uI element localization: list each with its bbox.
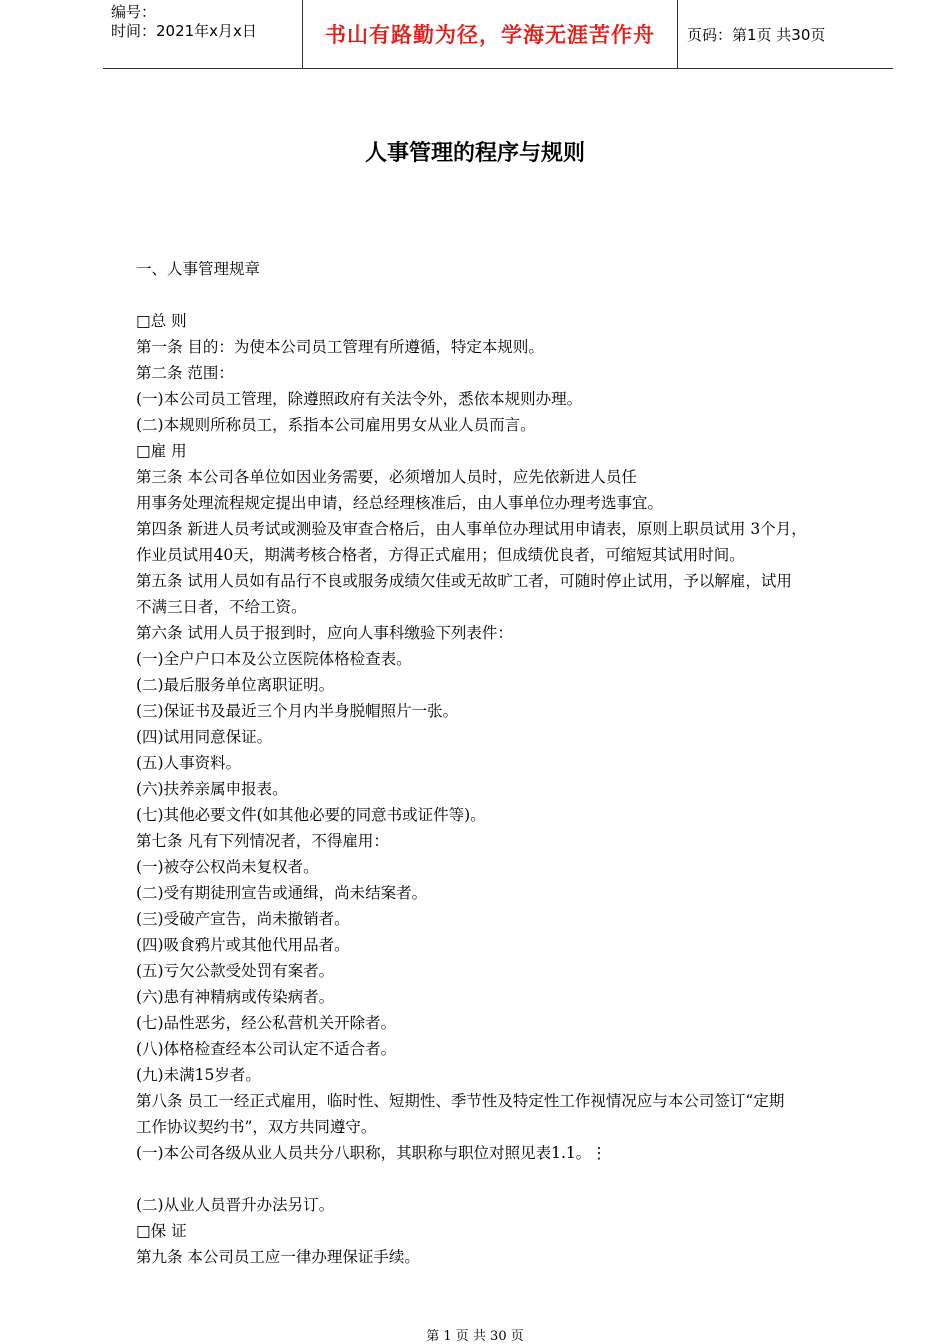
body-line bbox=[136, 1166, 876, 1192]
body-line bbox=[136, 282, 876, 308]
header-motto: 书山有路勤为径，学海无涯苦作舟 bbox=[303, 0, 678, 68]
subsection-heading: □保 证 bbox=[136, 1222, 187, 1240]
page-footer: 第 1 页 共 30 页 bbox=[426, 1329, 524, 1344]
body-line: 第五条 试用人员如有品行不良或服务成绩欠佳或无故旷工者，可随时停止试用，予以解雇，试用 bbox=[136, 572, 792, 590]
body-line: (一)本公司员工管理，除遵照政府有关法令外，悉依本规则办理。 bbox=[136, 390, 583, 408]
header-page-info: 页码：第1页 共30页 bbox=[687, 25, 826, 44]
body-line: (三)保证书及最近三个月内半身脱帽照片一张。 bbox=[136, 702, 459, 720]
body-line: (一)全户户口本及公立医院体格检查表。 bbox=[136, 650, 412, 668]
body-line: (一)被夺公权尚未复权者。 bbox=[136, 858, 319, 876]
body-line: (四)吸食鸦片或其他代用品者。 bbox=[136, 936, 350, 954]
body-line: (五)亏欠公款受处罚有案者。 bbox=[136, 962, 335, 980]
section-heading: 一、人事管理规章 bbox=[136, 260, 261, 278]
body-line: 第八条 员工一经正式雇用，临时性、短期性、季节性及特定性工作视情况应与本公司签订“定期 bbox=[136, 1092, 785, 1110]
body-line: 用事务处理流程规定提出申请，经总经理核准后，由人事单位办理考选事宜。 bbox=[136, 494, 664, 512]
document-title: 人事管理的程序与规则 bbox=[364, 141, 585, 166]
body-line: 第九条 本公司员工应一律办理保证手续。 bbox=[136, 1248, 420, 1266]
body-line: 第七条 凡有下列情况者，不得雇用： bbox=[136, 832, 389, 850]
number-label: 编号： bbox=[111, 3, 157, 21]
body-line: (四)试用同意保证。 bbox=[136, 728, 273, 746]
body-line: (七)其他必要文件(如其他必要的同意书或证件等)。 bbox=[136, 806, 486, 824]
body-line: (二)受有期徒刑宣告或通缉，尚未结案者。 bbox=[136, 884, 428, 902]
body-line: 第三条 本公司各单位如因业务需要，必须增加人员时，应先依新进人员任 bbox=[136, 468, 637, 486]
header-meta bbox=[103, 0, 303, 68]
body-line: 第六条 试用人员于报到时，应向人事科缴验下列表件： bbox=[136, 624, 513, 642]
body-line: (二)最后服务单位离职证明。 bbox=[136, 676, 335, 694]
body-line bbox=[136, 230, 876, 256]
body-line: (五)人事资料。 bbox=[136, 754, 242, 772]
subsection-heading: □雇 用 bbox=[136, 442, 187, 460]
body-line: 第二条 范围： bbox=[136, 364, 234, 382]
body-line: 作业员试用40天，期满考核合格者，方得正式雇用；但成绩优良者，可缩短其试用时间。 bbox=[136, 546, 745, 564]
time-label: 时间：2021年x月x日 bbox=[111, 22, 257, 40]
body-line: (七)品性恶劣，经公私营机关开除者。 bbox=[136, 1014, 397, 1032]
body-line: (九)未满15岁者。 bbox=[136, 1066, 261, 1084]
body-line: (三)受破产宣告，尚未撤销者。 bbox=[136, 910, 350, 928]
subsection-heading: □总 则 bbox=[136, 312, 187, 330]
body-line: 不满三日者，不给工资。 bbox=[136, 598, 307, 616]
body-line: (八)体格检查经本公司认定不适合者。 bbox=[136, 1040, 397, 1058]
document-body bbox=[136, 230, 876, 1270]
body-line: (六)患有神精病或传染病者。 bbox=[136, 988, 335, 1006]
body-line: (六)扶养亲属申报表。 bbox=[136, 780, 288, 798]
body-line: 第四条 新进人员考试或测验及审查合格后，由人事单位办理试用申请表，原则上职员试用 3个月， bbox=[136, 520, 807, 538]
body-line: (一)本公司各级从业人员共分八职称，其职称与职位对照见表1.1。⋮ bbox=[136, 1144, 607, 1162]
page-header bbox=[103, 0, 893, 69]
body-line: 工作协议契约书”，双方共同遵守。 bbox=[136, 1118, 377, 1136]
body-line: 第一条 目的：为使本公司员工管理有所遵循，特定本规则。 bbox=[136, 338, 544, 356]
body-line: (二)本规则所称员工，系指本公司雇用男女从业人员而言。 bbox=[136, 416, 536, 434]
body-line: (二)从业人员晋升办法另订。 bbox=[136, 1196, 335, 1214]
